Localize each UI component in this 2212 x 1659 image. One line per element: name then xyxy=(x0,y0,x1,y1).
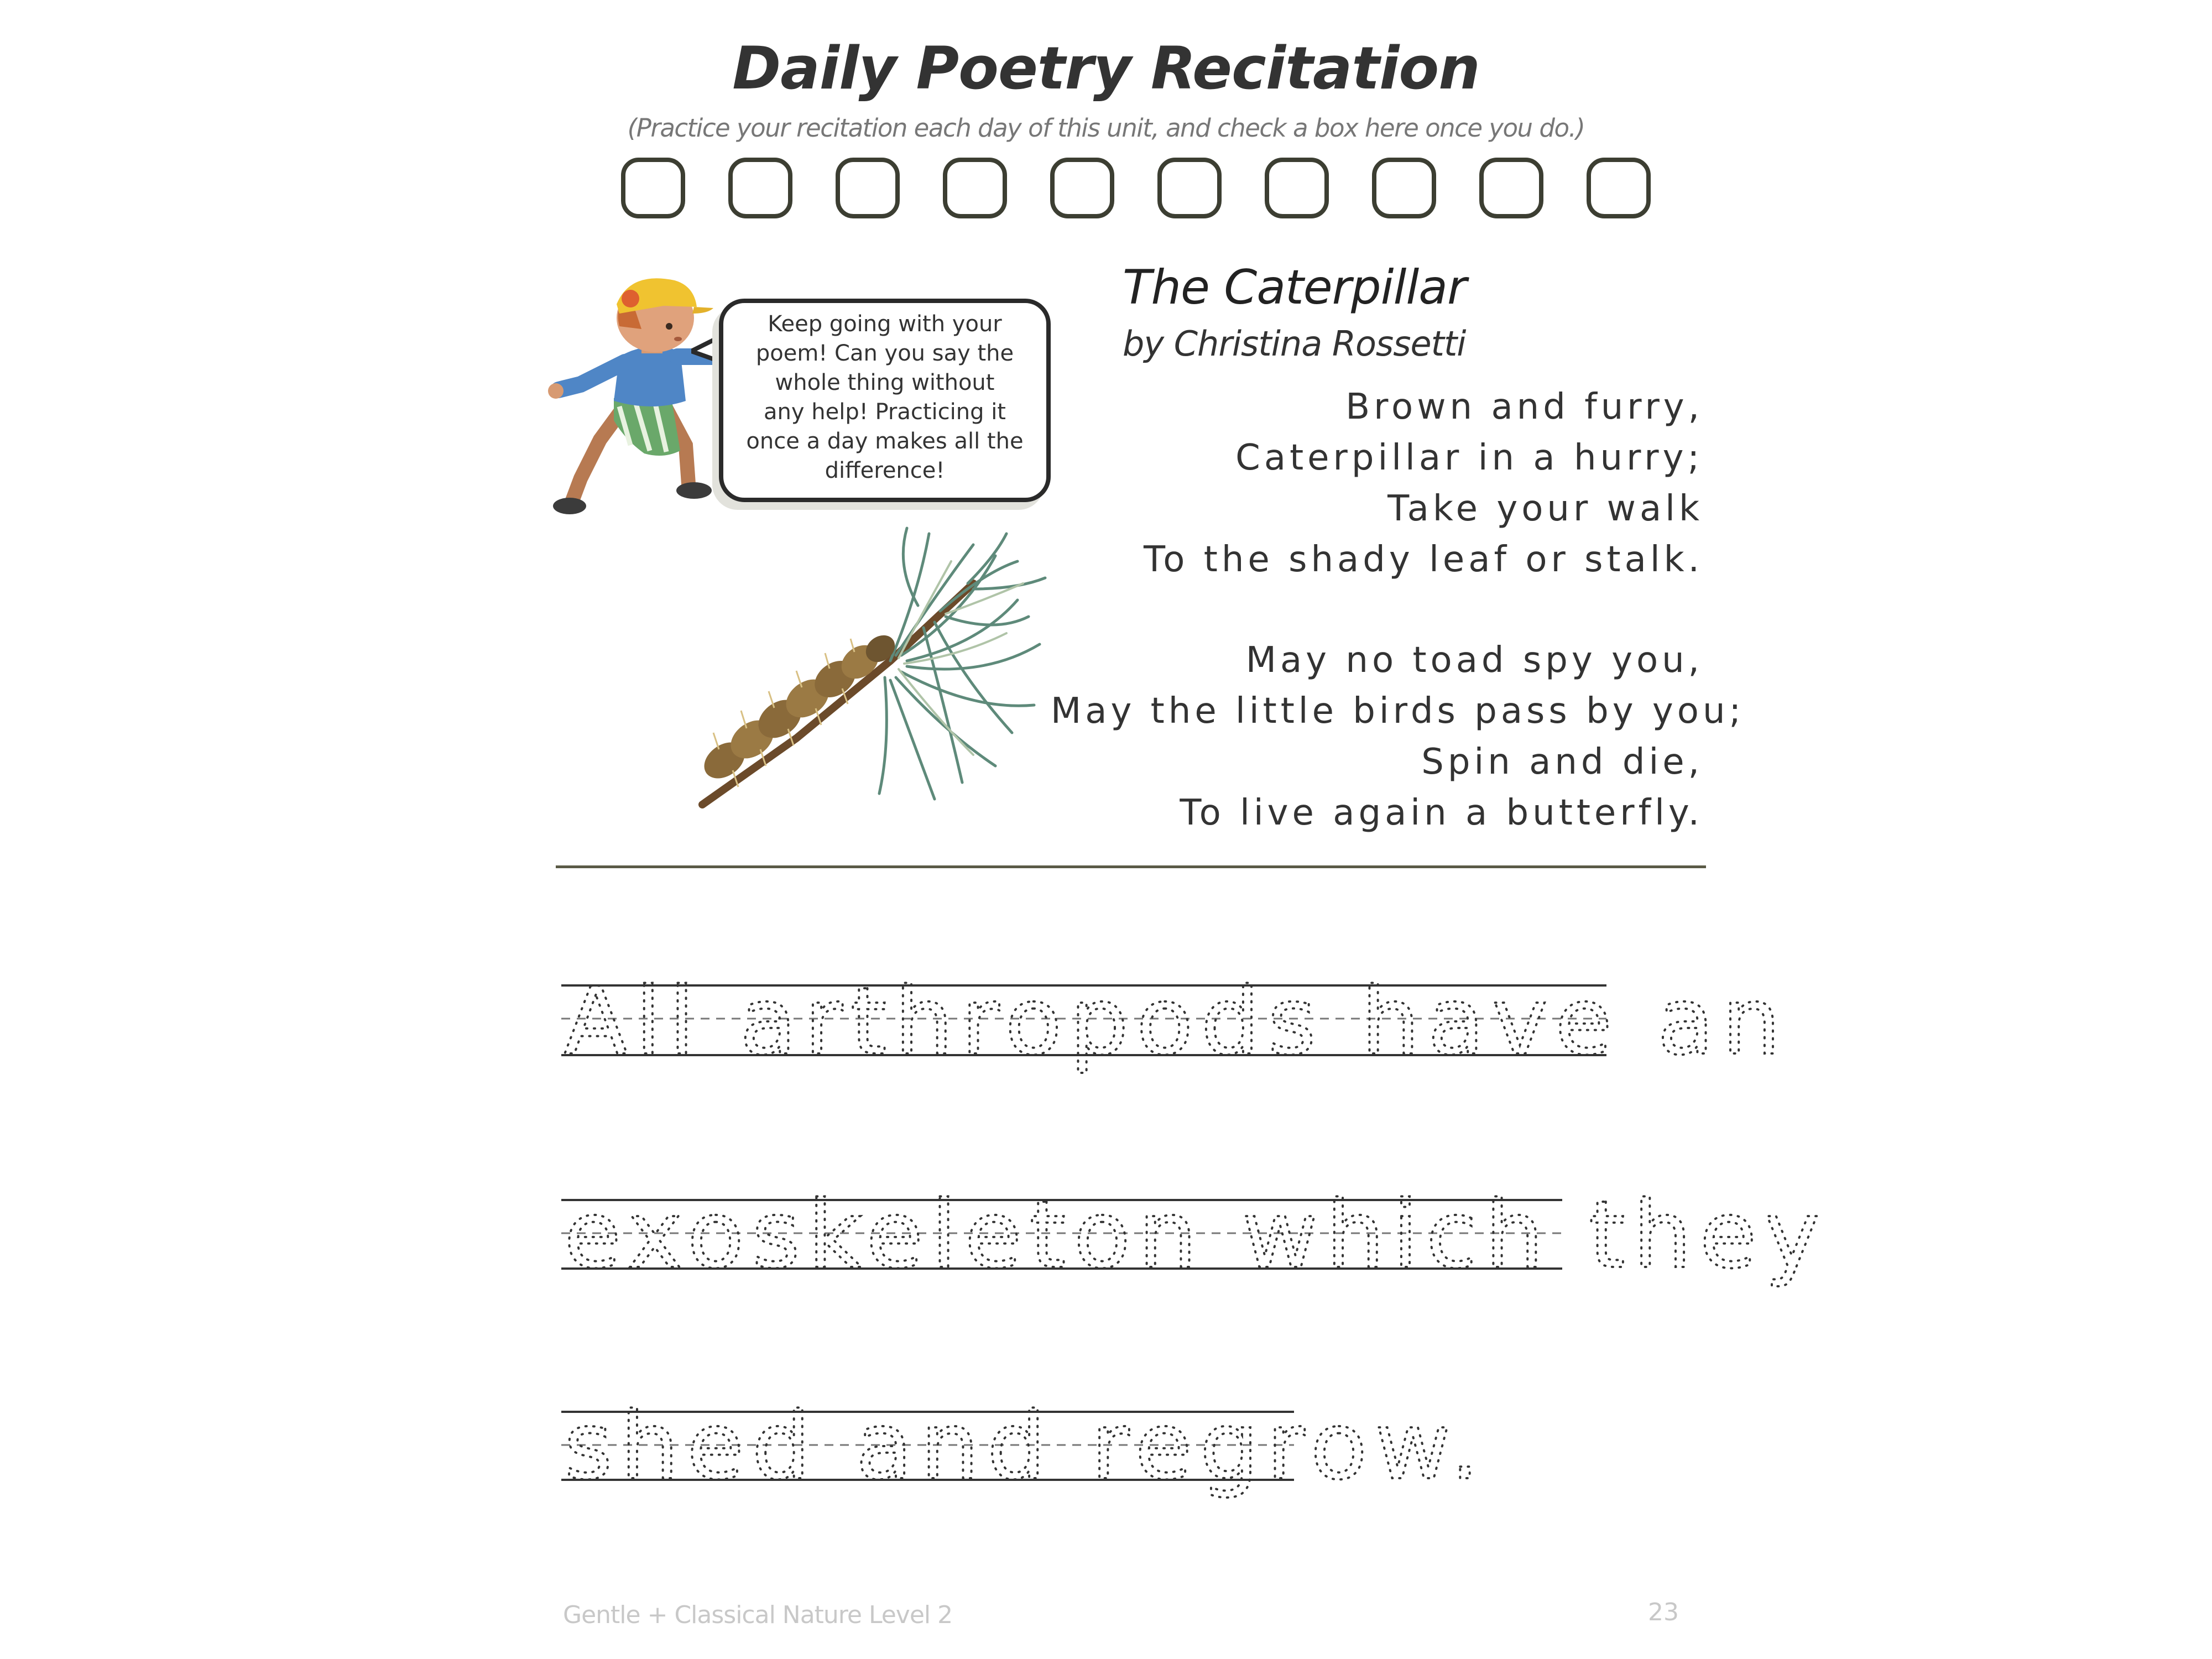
speech-bubble-line: once a day makes all the xyxy=(746,429,1024,454)
speech-bubble-line: poem! Can you say the xyxy=(755,341,1014,366)
day-checkbox-2[interactable] xyxy=(728,158,792,218)
recitation-checkboxes xyxy=(621,158,1650,227)
speech-bubble-line: whole thing without xyxy=(775,370,995,395)
poem-title: The Caterpillar xyxy=(1123,260,1467,315)
day-checkbox-6[interactable] xyxy=(1157,158,1222,218)
speech-bubble-line: Keep going with your xyxy=(768,311,1002,337)
speech-bubble-line: any help! Practicing it xyxy=(764,399,1006,425)
poem-line: Caterpillar in a hurry; xyxy=(1235,437,1703,478)
footer-book-title: Gentle + Classical Nature Level 2 xyxy=(563,1601,953,1629)
day-checkbox-3[interactable] xyxy=(836,158,900,218)
tracing-sentence-line: All arthropods have an xyxy=(564,967,1789,1076)
poem-line: Brown and furry, xyxy=(1345,387,1703,427)
poem-line: Take your walk xyxy=(1387,488,1703,529)
day-checkbox-10[interactable] xyxy=(1587,158,1651,218)
tracing-sentence-line: shed and regrow. xyxy=(564,1392,1488,1500)
instructions-subtitle: (Practice your recitation each day of this unit, and check a box here once you do.) xyxy=(627,113,1585,143)
poem-body xyxy=(1051,382,1745,888)
section-divider xyxy=(556,865,1706,868)
tracing-sentence-line: exoskeleton which they xyxy=(564,1181,1828,1289)
poem-line: To live again a butterfly. xyxy=(1180,792,1703,833)
page-number: 23 xyxy=(1648,1598,1679,1626)
day-checkbox-5[interactable] xyxy=(1050,158,1114,218)
poem-line: May no toad spy you, xyxy=(1245,640,1703,681)
tracing-row-1 xyxy=(561,967,1788,1076)
day-checkbox-1[interactable] xyxy=(621,158,685,218)
caterpillar-on-twig-illustration xyxy=(686,523,1062,816)
day-checkbox-9[interactable] xyxy=(1479,158,1543,218)
poem-stanza-1 xyxy=(1051,382,1703,585)
speech-bubble-text xyxy=(733,310,1037,486)
poem-author: by Christina Rossetti xyxy=(1123,324,1466,364)
day-checkbox-8[interactable] xyxy=(1372,158,1436,218)
day-checkbox-7[interactable] xyxy=(1265,158,1329,218)
speech-bubble-line: difference! xyxy=(825,458,945,483)
poem-line: To the shady leaf or stalk. xyxy=(1144,539,1703,580)
tracing-row-2 xyxy=(561,1181,1827,1289)
poem-line: May the little birds pass by you; xyxy=(1051,691,1745,732)
poem-stanza-2 xyxy=(1051,635,1745,838)
page-title: Daily Poetry Recitation xyxy=(732,34,1480,102)
poem-line: Spin and die, xyxy=(1421,742,1703,782)
day-checkbox-4[interactable] xyxy=(943,158,1007,218)
tracing-row-3 xyxy=(561,1392,1488,1500)
